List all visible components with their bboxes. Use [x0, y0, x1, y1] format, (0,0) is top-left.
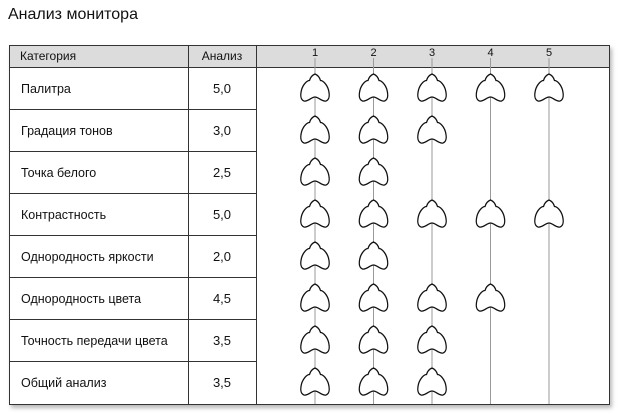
rating-mark: [418, 368, 446, 395]
page-title: Анализ монитора: [8, 6, 138, 23]
rating-chart: [257, 46, 609, 404]
rating-mark: [359, 326, 387, 353]
rating-mark: [535, 200, 563, 227]
rating-mark: [418, 326, 446, 353]
rating-table: [9, 45, 610, 405]
rating-mark: [418, 116, 446, 143]
rating-mark: [301, 200, 329, 227]
row-category: Общий анализ: [21, 376, 107, 390]
row-score: 4,5: [212, 291, 232, 306]
row-category: Точка белого: [21, 166, 97, 180]
table-row: [10, 320, 256, 362]
row-score: 2,0: [212, 249, 232, 264]
row-category: Палитра: [21, 82, 71, 96]
row-score: 3,5: [212, 375, 232, 390]
table-row: [10, 110, 256, 152]
row-category: Однородность цвета: [21, 292, 142, 306]
table-row: [10, 194, 256, 236]
table-row: [10, 236, 256, 278]
rating-mark: [359, 158, 387, 185]
rating-plot: [257, 46, 609, 404]
row-category: Точность передачи цвета: [21, 334, 168, 348]
rating-mark: [301, 326, 329, 353]
table-row: [10, 68, 256, 110]
row-score: 3,0: [212, 123, 232, 138]
table-row: [10, 152, 256, 194]
row-category: Контрастность: [21, 208, 107, 222]
rating-mark: [301, 158, 329, 185]
rating-mark: [301, 368, 329, 395]
rating-mark: [301, 74, 329, 101]
header-score: Анализ: [201, 49, 243, 63]
table-row: [10, 278, 256, 320]
rating-mark: [301, 284, 329, 311]
rating-mark: [359, 242, 387, 269]
rating-mark: [418, 74, 446, 101]
row-score: 3,5: [212, 333, 232, 348]
row-score: 5,0: [212, 207, 232, 222]
row-score: 2,5: [212, 165, 232, 180]
rating-mark: [418, 200, 446, 227]
x-tick-label: 4: [487, 47, 494, 59]
rating-mark: [359, 368, 387, 395]
rating-mark: [301, 116, 329, 143]
x-tick-label: 1: [311, 47, 319, 59]
rating-mark: [418, 284, 446, 311]
rating-mark: [476, 74, 504, 101]
row-score: 5,0: [212, 81, 232, 96]
row-category: Однородность яркости: [21, 250, 154, 264]
x-tick-label: 3: [428, 47, 436, 59]
rating-mark: [476, 284, 504, 311]
table-row: [10, 362, 256, 404]
rating-mark: [359, 74, 387, 101]
x-tick-label: 5: [545, 47, 553, 59]
rating-mark: [359, 200, 387, 227]
rating-mark: [301, 242, 329, 269]
row-category: Градация тонов: [21, 124, 113, 138]
rating-mark: [476, 200, 504, 227]
rating-mark: [359, 284, 387, 311]
rating-mark: [535, 74, 563, 101]
x-tick-label: 2: [370, 47, 377, 59]
header-category: Категория: [20, 49, 77, 63]
rating-mark: [359, 116, 387, 143]
